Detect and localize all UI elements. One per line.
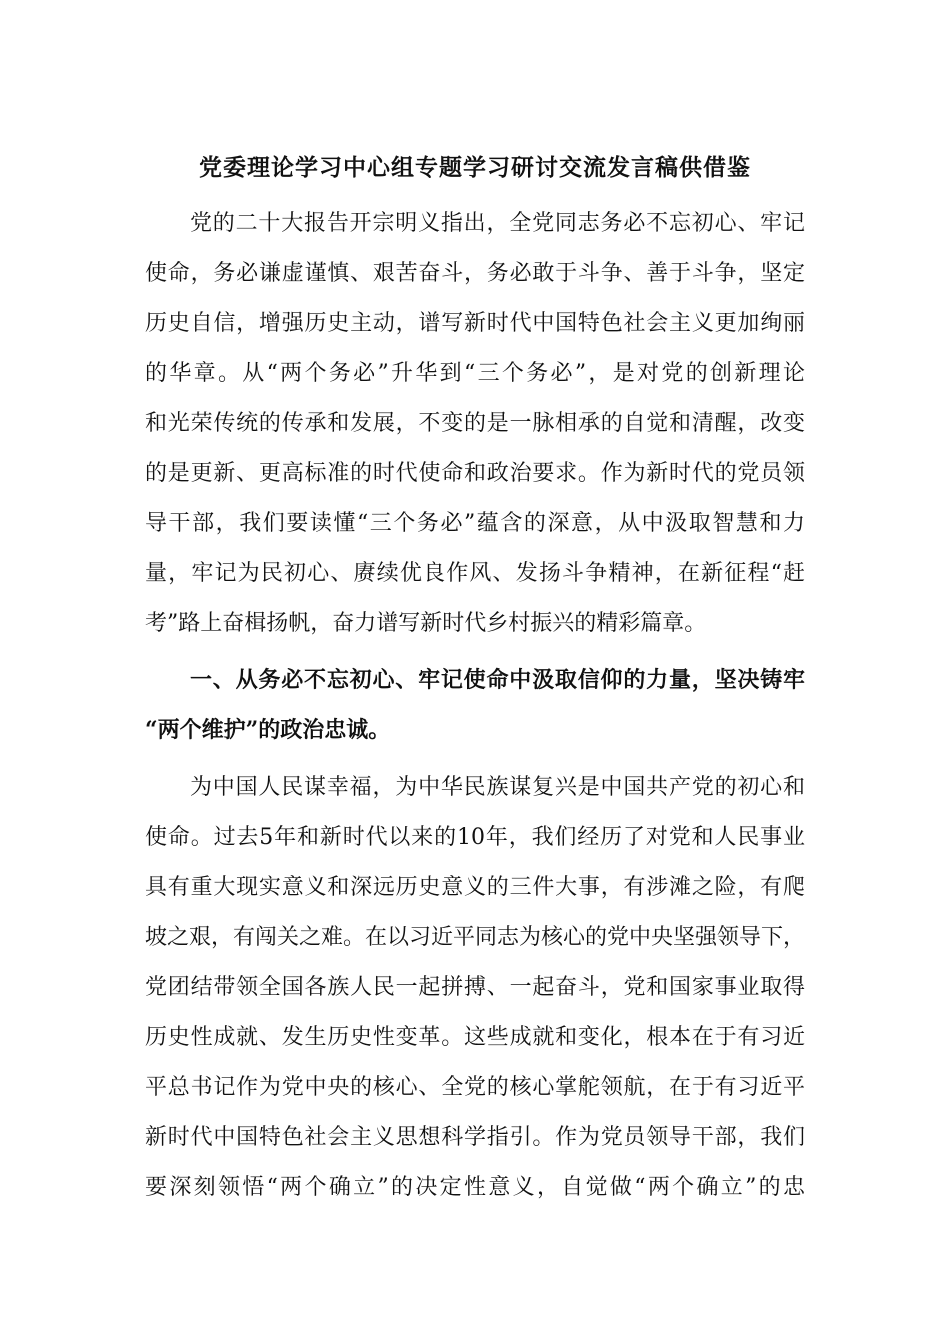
paragraph-line: 坡之艰，有闯关之难。在以习近平同志为核心的党中央坚强领导下， xyxy=(145,925,806,950)
paragraph-line: 历史性成就、发生历史性变革。这些成就和变化，根本在于有习近 xyxy=(145,1025,805,1050)
paragraph-line: 历史自信，增强历史主动，谱写新时代中国特色社会主义更加绚丽 xyxy=(145,311,805,336)
paragraph-line: 的是更新、更高标准的时代使命和政治要求。作为新时代的党员领 xyxy=(145,461,805,486)
heading-line: “两个维护”的政治忠诚。 xyxy=(145,717,391,743)
heading-line: 一、从务必不忘初心、牢记使命中汲取信仰的力量，坚决铸牢 xyxy=(190,667,805,693)
paragraph-line: 量，牢记为民初心、赓续优良作风、发扬斗争精神，在新征程“赶 xyxy=(145,561,805,586)
paragraph-line: 使命。过去5年和新时代以来的10年，我们经历了对党和人民事业 xyxy=(145,825,805,850)
paragraph-line: 党的二十大报告开宗明义指出，全党同志务必不忘初心、牢记 xyxy=(190,211,805,236)
paragraph-line: 考”路上奋楫扬帆，奋力谱写新时代乡村振兴的精彩篇章。 xyxy=(145,611,707,636)
paragraph-line: 导干部，我们要读懂“三个务必”蕴含的深意，从中汲取智慧和力 xyxy=(145,511,805,536)
paragraph-line: 党团结带领全国各族人民一起拼搏、一起奋斗，党和国家事业取得 xyxy=(145,975,805,1000)
paragraph-line: 具有重大现实意义和深远历史意义的三件大事，有涉滩之险，有爬 xyxy=(145,875,805,900)
paragraph-line: 平总书记作为党中央的核心、全党的核心掌舵领航，在于有习近平 xyxy=(145,1075,805,1100)
paragraph-line: 要深刻领悟“两个确立”的决定性意义，自觉做“两个确立”的忠 xyxy=(145,1175,805,1200)
paragraph-line: 为中国人民谋幸福，为中华民族谋复兴是中国共产党的初心和 xyxy=(190,775,805,800)
paragraph-line: 新时代中国特色社会主义思想科学指引。作为党员领导干部，我们 xyxy=(145,1125,805,1150)
paragraph-line: 使命，务必谦虚谨慎、艰苦奋斗，务必敢于斗争、善于斗争，坚定 xyxy=(145,261,805,286)
paragraph-line: 和光荣传统的传承和发展，不变的是一脉相承的自觉和清醒，改变 xyxy=(145,411,805,436)
paragraph-line: 的华章。从“两个务必”升华到“三个务必”，是对党的创新理论 xyxy=(145,361,805,386)
document-title: 党委理论学习中心组专题学习研讨交流发言稿供借鉴 xyxy=(199,154,751,181)
